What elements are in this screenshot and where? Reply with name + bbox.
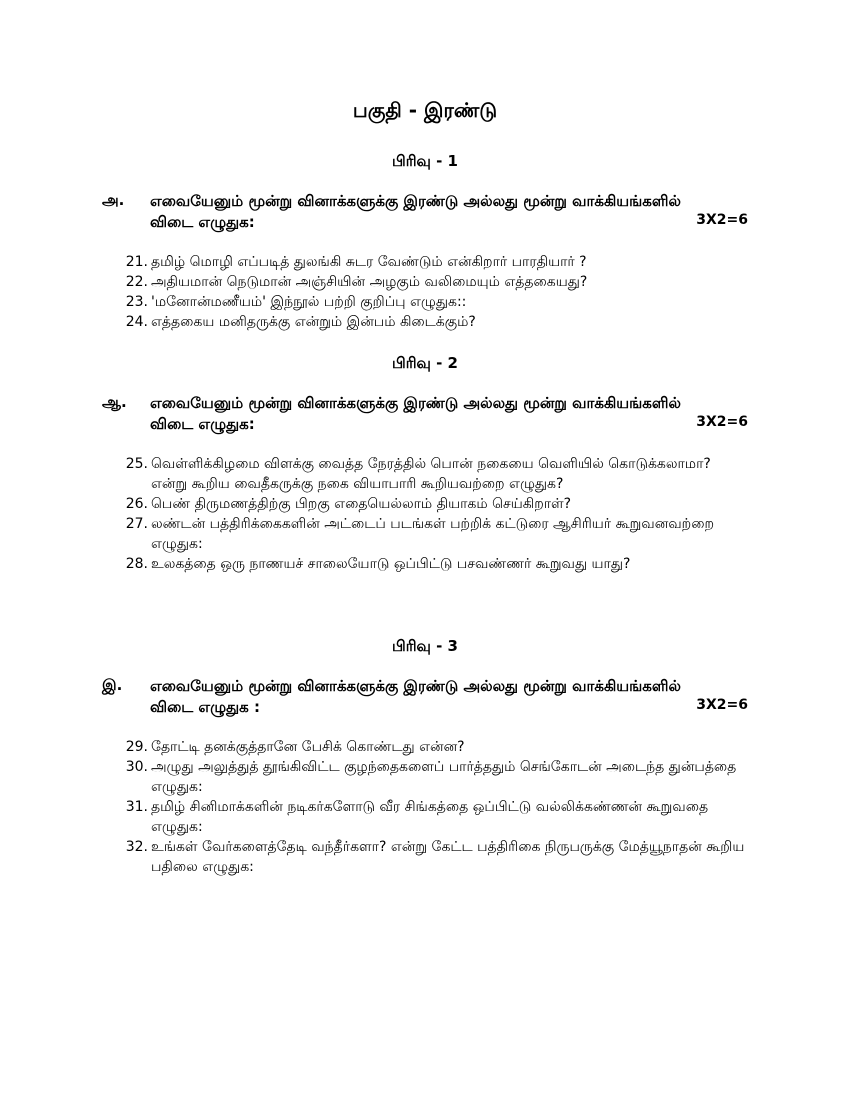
question-item	[0, 272, 850, 292]
section-3-instruction-text: எவையேனும் மூன்று வினாக்களுக்கு இரண்டு அல்லது மூன்று வாக்கியங்களில் விடை எழுதுக :	[150, 677, 681, 716]
question-text: வெள்ளிக்கிழமை விளக்கு வைத்த நேரத்தில் பொன் நகையை வெளியில் கொடுக்கலாமா? என்று கூறிய வைதீகருக்கு நகை வியாபாரி கூறியவற்றை எழுதுக?	[151, 456, 711, 492]
question-item	[0, 312, 850, 332]
section-3-heading: பிரிவு - 3	[392, 637, 458, 655]
question-text: 'மனோன்மணீயம்' இந்நூல் பற்றி குறிப்பு எழுதுக::	[151, 294, 467, 310]
question-number: 27.	[125, 516, 148, 532]
section-2-marks: 3X2=6	[696, 414, 748, 430]
question-number: 21.	[125, 254, 148, 270]
question-text: எத்தகைய மனிதருக்கு என்றும் இன்பம் கிடைக்கும்?	[151, 314, 476, 330]
question-item	[0, 737, 850, 757]
question-text: தமிழ் மொழி எப்படித் துலங்கி சுடர வேண்டும் என்கிறார் பாரதியார் ?	[151, 254, 587, 270]
question-text: பெண் திருமணத்திற்கு பிறகு எதையெல்லாம் தியாகம் செய்கிறாள்?	[151, 496, 572, 512]
question-text: தோட்டி தனக்குத்தானே பேசிக் கொண்டது என்ன?	[151, 739, 465, 755]
section-2-heading: பிரிவு - 2	[392, 354, 458, 372]
question-text: உங்கள் வேர்களைத்தேடி வந்தீர்களா? என்று கேட்ட பத்திரிகை நிருபருக்கு மேத்யூநாதன் கூறிய பதிலை எழுதுக:	[151, 839, 745, 875]
question-number: 22.	[125, 274, 148, 290]
section-3-letter: இ.	[102, 676, 123, 694]
section-3-marks: 3X2=6	[696, 697, 748, 713]
question-number: 28.	[125, 556, 148, 572]
question-item	[0, 757, 850, 797]
section-2-instruction-text: எவையேனும் மூன்று வினாக்களுக்கு இரண்டு அல்லது மூன்று வாக்கியங்களில் விடை எழுதுக:	[150, 394, 681, 433]
section-1-questions	[0, 252, 850, 332]
section-2-instruction	[0, 393, 850, 437]
section-2-questions	[0, 454, 850, 574]
page-title: பகுதி - இரண்டு	[352, 98, 498, 122]
section-1-letter: அ.	[102, 191, 125, 209]
question-item	[0, 514, 850, 554]
question-number: 30.	[125, 759, 148, 775]
question-item	[0, 252, 850, 272]
question-text: தமிழ் சினிமாக்களின் நடிகர்களோடு வீர சிங்கத்தை ஒப்பிட்டு வல்லிக்கண்ணன் கூறுவதை எழுதுக:	[151, 799, 709, 835]
question-item	[0, 494, 850, 514]
question-number: 25.	[125, 456, 148, 472]
section-1-instruction	[0, 191, 850, 235]
section-1-marks: 3X2=6	[696, 212, 748, 228]
question-item	[0, 797, 850, 837]
section-1-instruction-text: எவையேனும் மூன்று வினாக்களுக்கு இரண்டு அல்லது மூன்று வாக்கியங்களில் விடை எழுதுக:	[150, 192, 681, 231]
question-number: 26.	[125, 496, 148, 512]
question-text: உலகத்தை ஒரு நாணயச் சாலையோடு ஒப்பிட்டு பசவண்ணர் கூறுவது யாது?	[151, 556, 631, 572]
question-item	[0, 554, 850, 574]
question-number: 32.	[125, 839, 148, 855]
question-number: 29.	[125, 739, 148, 755]
section-3-instruction	[0, 676, 850, 720]
question-text: லண்டன் பத்திரிக்கைகளின் அட்டைப் படங்கள் பற்றிக் கட்டுரை ஆசிரியர் கூறுவனவற்றை எழுதுக:	[151, 516, 714, 552]
section-1-heading: பிரிவு - 1	[392, 152, 458, 170]
question-item	[0, 837, 850, 877]
question-text: அழுது அலுத்துத் தூங்கிவிட்ட குழந்தைகளைப் பார்த்ததும் செங்கோடன் அடைந்த துன்பத்தை எழுதுக:	[151, 759, 737, 795]
section-2-letter: ஆ.	[102, 393, 127, 411]
question-item	[0, 454, 850, 494]
question-number: 23.	[125, 294, 148, 310]
question-number: 31.	[125, 799, 148, 815]
question-text: அதியமான் நெடுமான் அஞ்சியின் அழகும் வலிமையும் எத்தகையது?	[151, 274, 588, 290]
question-number: 24.	[125, 314, 148, 330]
section-3-questions	[0, 737, 850, 877]
question-item	[0, 292, 850, 312]
